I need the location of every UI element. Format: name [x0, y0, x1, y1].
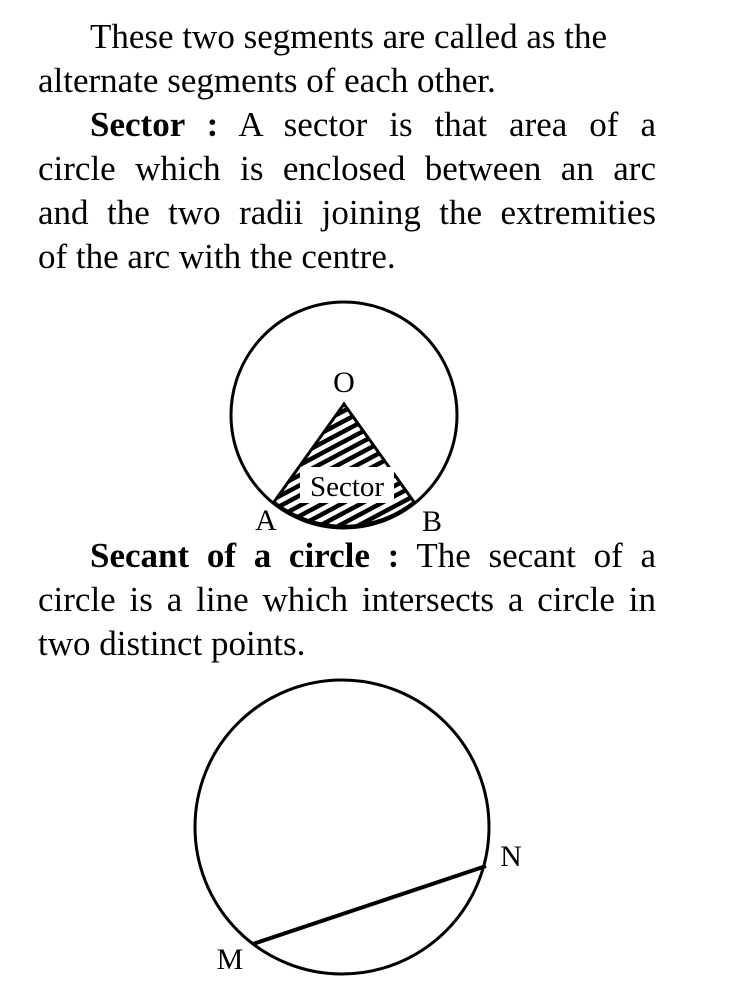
sector-region	[274, 404, 414, 526]
point-label-n: N	[500, 840, 522, 873]
sector-definition-text: A sector is that area of a	[238, 105, 656, 144]
point-label-m: M	[216, 943, 244, 976]
text-line: alternate segments of each other.	[38, 61, 496, 100]
text-line: circle which is enclosed between an arc	[38, 149, 656, 188]
text-line: circle is a line which intersects a circle in	[38, 580, 656, 619]
text-line: two distinct points.	[38, 624, 306, 663]
text-line: of the arc with the centre.	[38, 237, 396, 276]
secant-definition	[38, 534, 656, 666]
secant-line	[253, 866, 486, 944]
sector-term: Sector :	[90, 105, 219, 144]
text-line: These two segments are called as the	[90, 17, 608, 56]
point-label-b: B	[421, 505, 443, 538]
secant-term: Secant of a circle :	[90, 536, 400, 575]
point-label-a: A	[255, 504, 277, 537]
centre-label-o: O	[333, 366, 355, 399]
secant-figure	[0, 660, 733, 988]
secant-definition-text: The secant of a	[416, 536, 656, 575]
circle-outline	[195, 680, 489, 974]
text-line: and the two radii joining the extremities	[38, 193, 656, 232]
sector-label: Sector	[309, 471, 385, 503]
text-line	[38, 534, 656, 578]
